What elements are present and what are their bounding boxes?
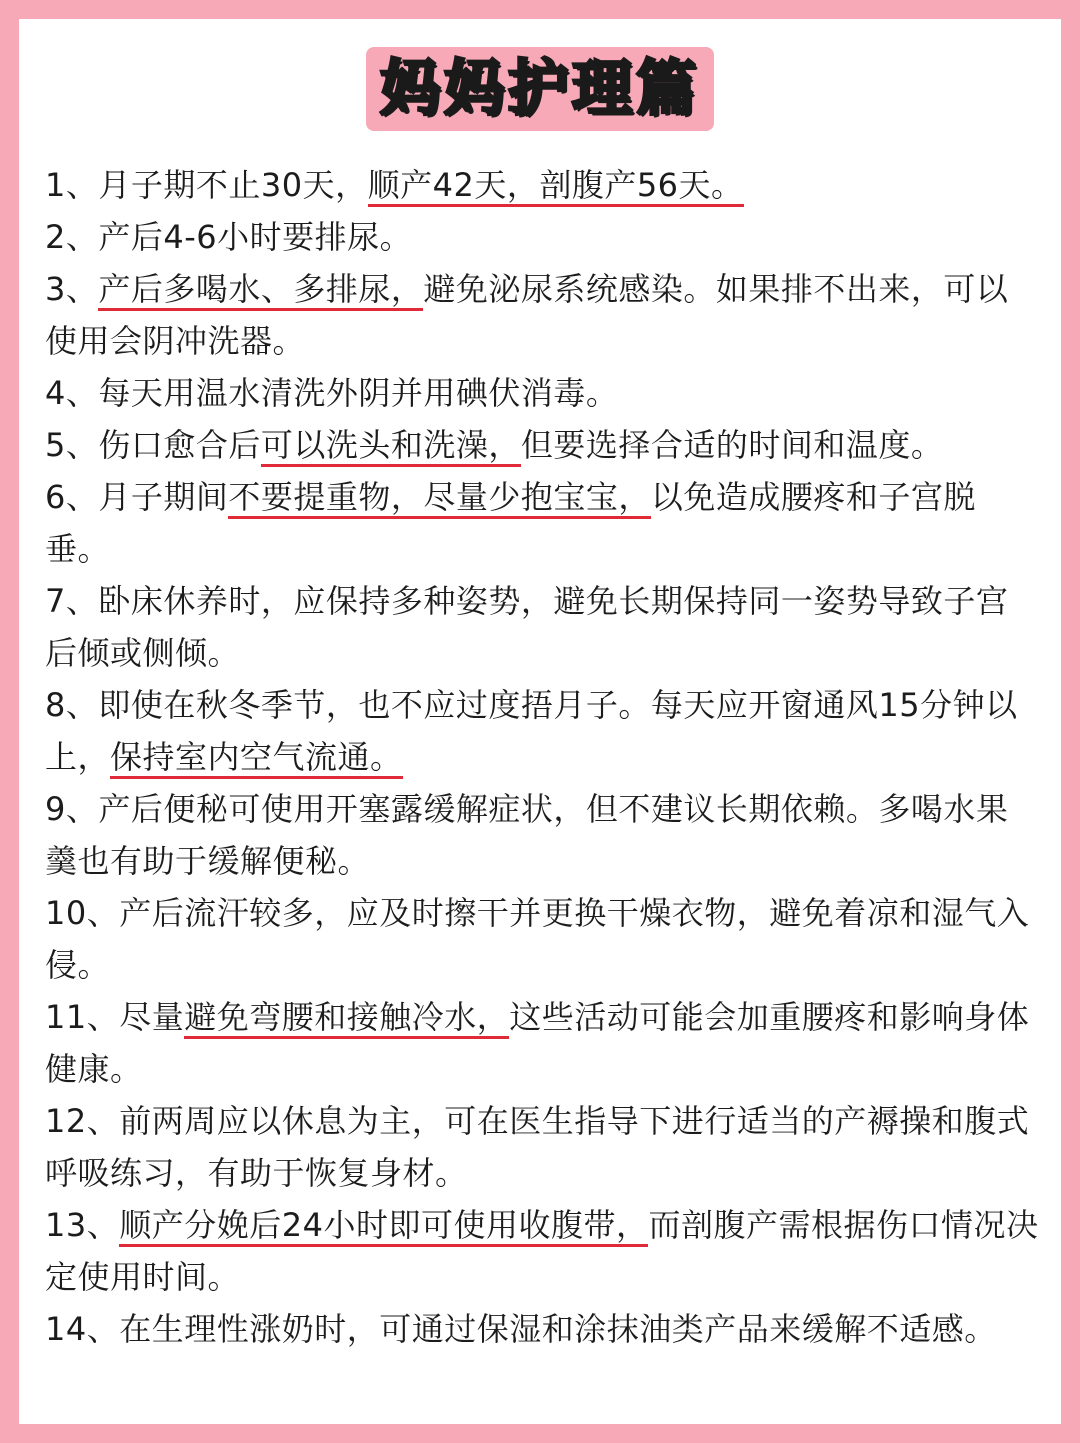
tip-item [45,263,1040,367]
tip-item [45,991,1040,1095]
tip-text: 3、 [45,270,99,308]
tip-item [45,783,1040,887]
tip-text: 7、卧床休养时，应保持多种姿势，避免长期保持同一姿势导致子宫后倾或侧倾。 [45,582,1009,672]
page-title: 妈妈护理篇 [380,54,700,124]
tip-text: 8、即使在秋冬季节，也不应过度捂月子。每天应开窗通风15分钟以上， [45,686,1018,776]
tip-item [45,1303,1040,1355]
highlighted-text: 保持室内空气流通。 [110,738,403,779]
highlighted-text: 顺产分娩后24小时即可使用收腹带， [119,1206,648,1247]
tip-text: 1、月子期不止30天， [45,166,368,204]
tip-item [45,679,1040,783]
tip-text: 这些活动可能会加重腰疼和影响身体健康。 [45,998,1030,1088]
tip-text: 避免泌尿系统感染。如果排不出来，可以使用会阴冲洗器。 [45,270,1009,360]
tip-text: 10、产后流汗较多，应及时擦干并更换干燥衣物，避免着凉和湿气入侵。 [45,894,1030,984]
highlighted-text: 顺产42天，剖腹产56天。 [368,166,744,207]
tip-text: 11、尽量 [45,998,185,1036]
tip-item [45,159,1040,211]
tip-text: 但要选择合适的时间和温度。 [520,426,944,464]
highlighted-text: 避免弯腰和接触冷水， [184,998,509,1039]
tip-text: 13、 [45,1206,120,1244]
tip-item [45,367,1040,419]
tip-text: 而剖腹产需根据伤口情况决定使用时间。 [45,1206,1039,1296]
highlighted-text: 可以洗头和洗澡， [261,426,521,467]
tip-item [45,1199,1040,1303]
care-tips-list [45,159,1040,1355]
title-banner [366,47,714,131]
highlighted-text: 产后多喝水、多排尿， [98,270,423,311]
tip-text: 4、每天用温水清洗外阴并用碘伏消毒。 [45,374,619,412]
tip-text: 9、产后便秘可使用开塞露缓解症状，但不建议长期依赖。多喝水果羹也有助于缓解便秘。 [45,790,1009,880]
tip-item [45,1095,1040,1199]
tip-text: 12、前两周应以休息为主，可在医生指导下进行适当的产褥操和腹式呼吸练习，有助于恢复身材。 [45,1102,1030,1192]
tip-text: 以免造成腰疼和子宫脱垂。 [45,478,976,568]
tip-item [45,419,1040,471]
tip-text: 2、产后4-6小时要排尿。 [45,218,413,256]
tip-item [45,575,1040,679]
tip-text: 5、伤口愈合后 [45,426,261,464]
tip-item [45,211,1040,263]
highlighted-text: 不要提重物，尽量少抱宝宝， [228,478,651,519]
tip-item [45,887,1040,991]
tip-text: 6、月子期间 [45,478,229,516]
tip-item [45,471,1040,575]
tip-text: 14、在生理性涨奶时，可通过保湿和涂抹油类产品来缓解不适感。 [45,1310,997,1348]
content-card [19,19,1061,1424]
